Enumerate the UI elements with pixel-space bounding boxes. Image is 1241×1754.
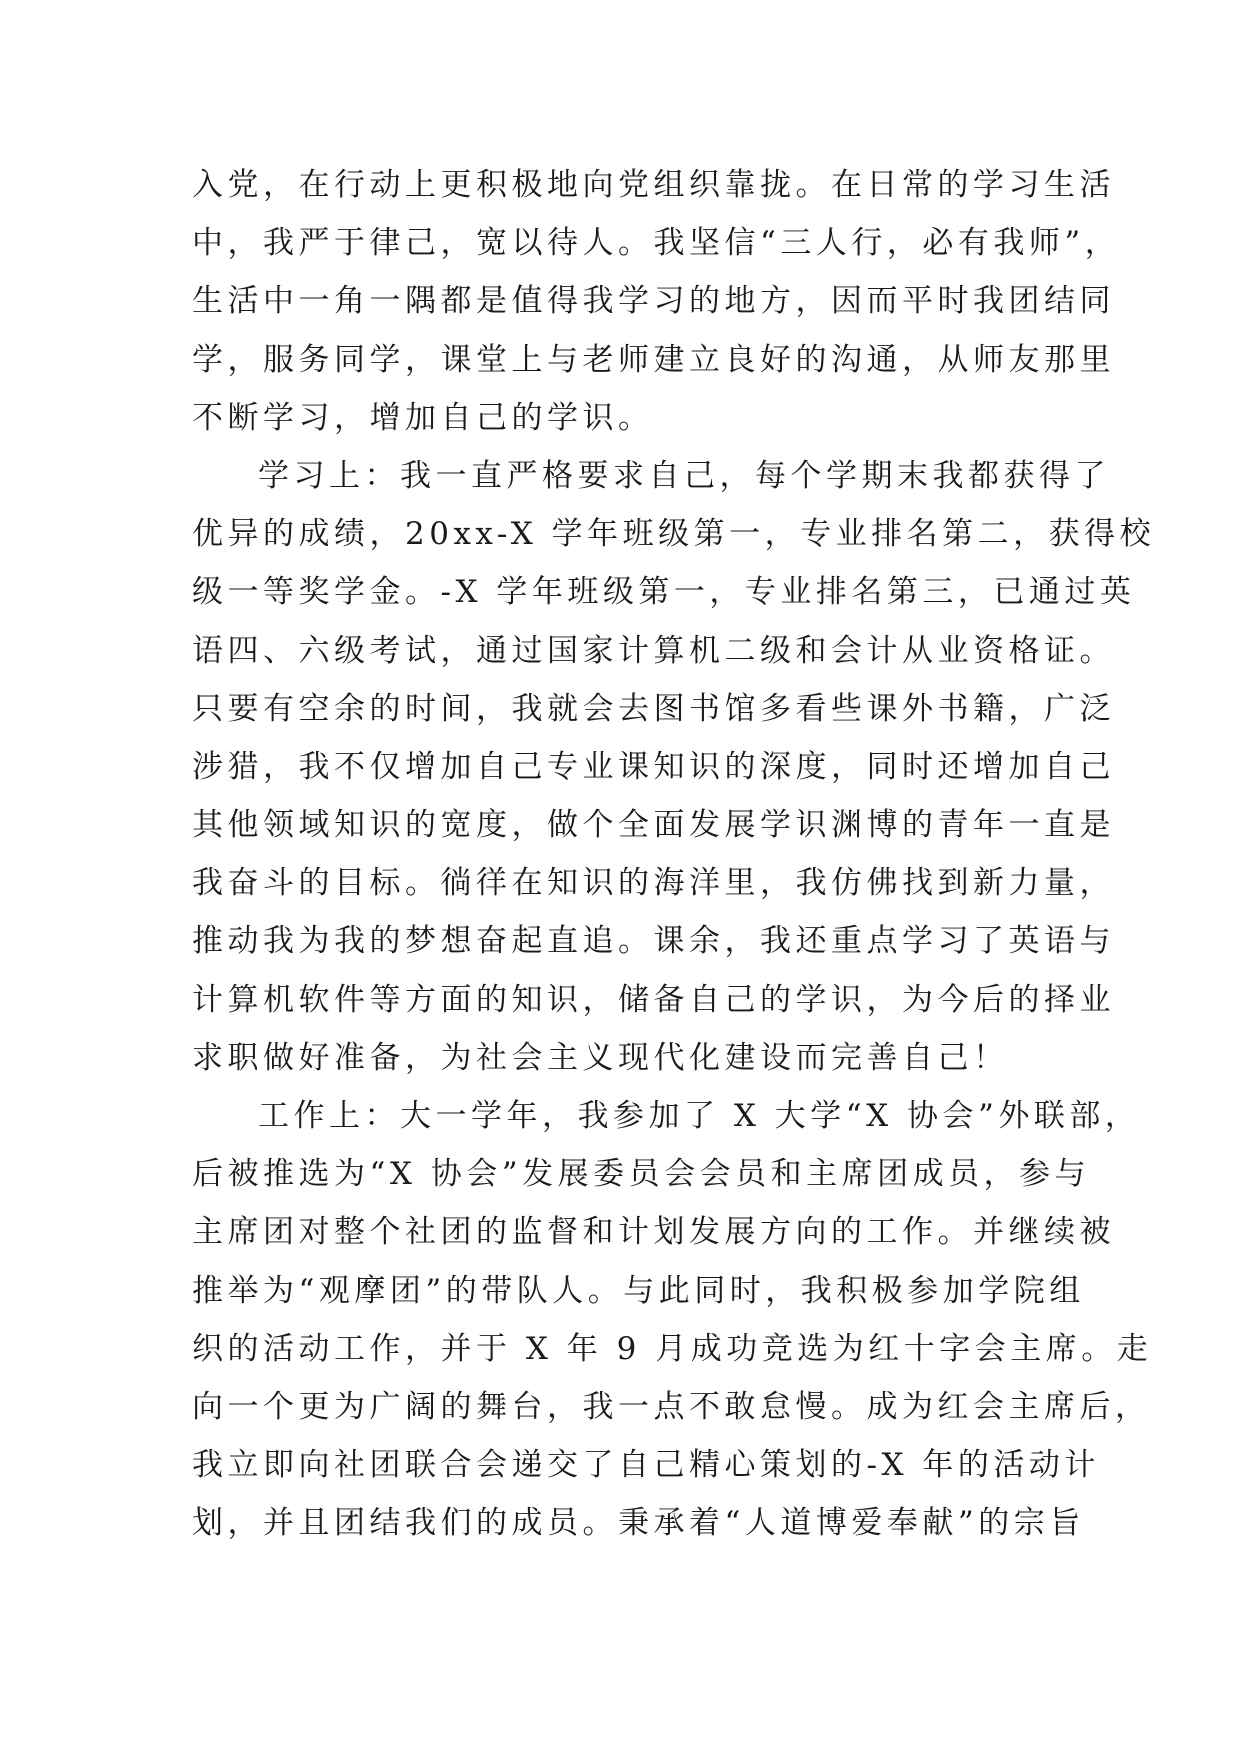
text-line: 向一个更为广阔的舞台，我一点不敢怠慢。成为红会主席后， xyxy=(192,1388,1151,1425)
text-line: 学，服务同学，课堂上与老师建立良好的沟通，从师友那里 xyxy=(192,341,1115,378)
paragraph-start-line: 学习上：我一直严格要求自己，每个学期末我都获得了 xyxy=(258,457,1110,494)
text-line: 推举为“观摩团”的带队人。与此同时，我积极参加学院组 xyxy=(192,1272,1085,1309)
text-line: 计算机软件等方面的知识，储备自己的学识，为今后的择业 xyxy=(192,981,1115,1018)
paragraph-start-line: 工作上：大一学年，我参加了 X 大学“X 协会”外联部， xyxy=(258,1098,1141,1134)
text-line: 只要有空余的时间，我就会去图书馆多看些课外书籍，广泛 xyxy=(192,690,1115,727)
text-line: 语四、六级考试，通过国家计算机二级和会计从业资格证。 xyxy=(192,632,1115,669)
text-line: 不断学习，增加自己的学识。 xyxy=(192,399,654,436)
text-line: 涉猎，我不仅增加自己专业课知识的深度，同时还增加自己 xyxy=(192,748,1115,785)
text-line: 后被推选为“X 协会”发展委员会会员和主席团成员，参与 xyxy=(192,1156,1091,1193)
text-line: 中，我严于律己，宽以待人。我坚信“三人行，必有我师”， xyxy=(192,225,1121,262)
body-text xyxy=(192,156,1156,1553)
text-line: 我立即向社团联合会递交了自己精心策划的-X 年的活动计 xyxy=(192,1447,1100,1484)
text-line: 入党，在行动上更积极地向党组织靠拢。在日常的学习生活 xyxy=(192,167,1115,203)
text-line: 划，并且团结我们的成员。秉承着“人道博爱奉献”的宗旨 xyxy=(192,1505,1085,1542)
text-line: 求职做好准备，为社会主义现代化建设而完善自己！ xyxy=(192,1039,1009,1076)
text-line: 主席团对整个社团的监督和计划发展方向的工作。并继续被 xyxy=(192,1214,1115,1251)
text-line: 我奋斗的目标。徜徉在知识的海洋里，我仿佛找到新力量， xyxy=(192,865,1115,902)
text-line: 生活中一角一隅都是值得我学习的地方，因而平时我团结同 xyxy=(192,283,1115,320)
text-line: 优异的成绩，20xx-X 学年班级第一，专业排名第二，获得校 xyxy=(192,516,1156,553)
text-line: 织的活动工作，并于 X 年 9 月成功竞选为红十字会主席。走 xyxy=(192,1330,1153,1367)
text-line: 其他领域知识的宽度，做个全面发展学识渊博的青年一直是 xyxy=(192,807,1115,844)
text-line: 推动我为我的梦想奋起直追。课余，我还重点学习了英语与 xyxy=(192,923,1115,960)
text-line: 级一等奖学金。-X 学年班级第一，专业排名第三，已通过英 xyxy=(192,574,1136,611)
